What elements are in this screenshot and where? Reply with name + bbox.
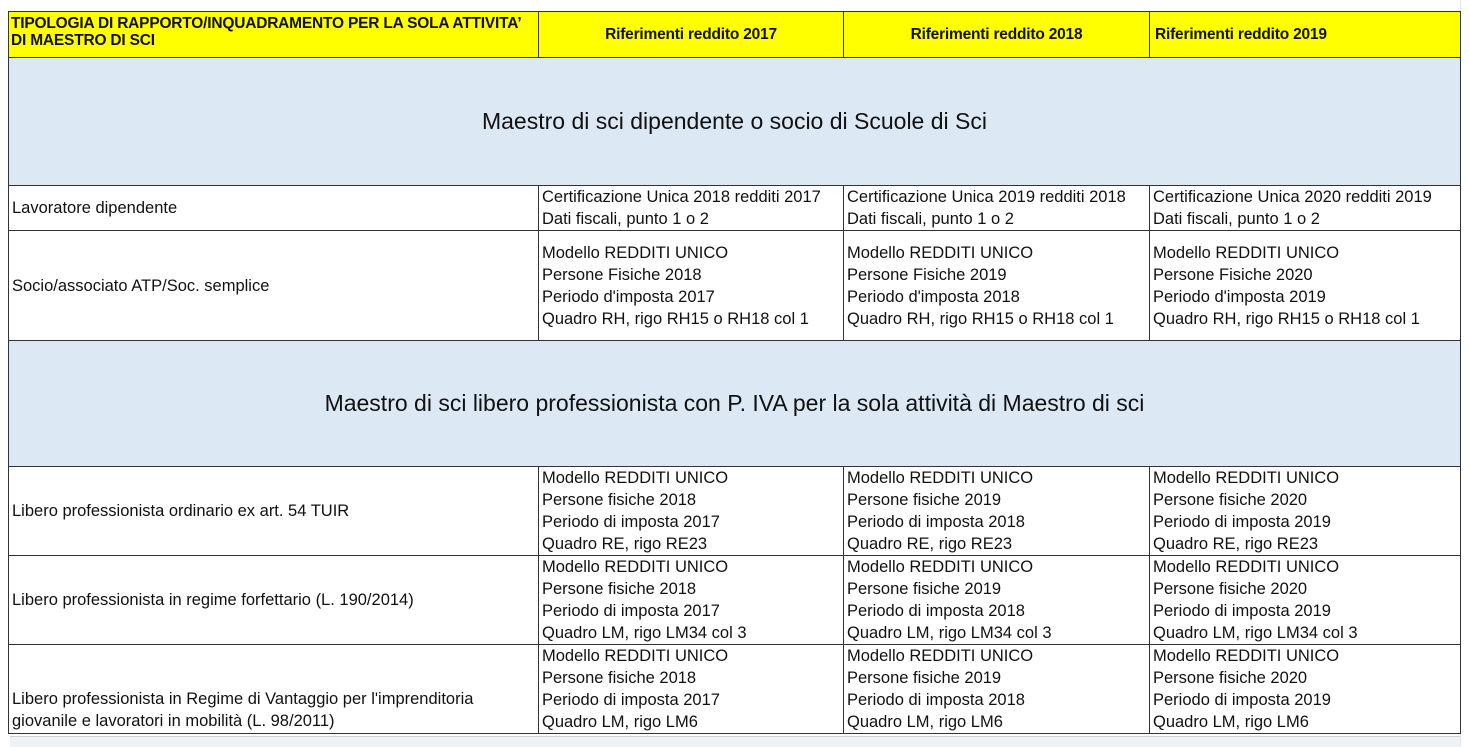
cell-2019[interactable]: Certificazione Unica 2020 redditi 2019 Dati fiscali, punto 1 o 2 bbox=[1150, 186, 1461, 231]
header-2017-column[interactable]: Riferimenti reddito 2017 bbox=[539, 12, 844, 58]
cell-2017[interactable]: Modello REDDITI UNICO Persone fisiche 2018 Periodo di imposta 2017 Quadro RE, rigo RE23 bbox=[539, 467, 844, 556]
cell-2017[interactable]: Certificazione Unica 2018 redditi 2017 Dati fiscali, punto 1 o 2 bbox=[539, 186, 844, 231]
table-row bbox=[9, 645, 1461, 734]
row-label[interactable]: Libero professionista ordinario ex art. 54 TUIR bbox=[9, 467, 539, 556]
section-row-employee bbox=[9, 58, 1461, 186]
cell-2017[interactable]: Modello REDDITI UNICO Persone fisiche 2018 Periodo di imposta 2017 Quadro LM, rigo LM34 col 3 bbox=[539, 556, 844, 645]
table-row bbox=[9, 231, 1461, 341]
section-row-freelance bbox=[9, 341, 1461, 467]
cell-2018[interactable]: Modello REDDITI UNICO Persone fisiche 2019 Periodo di imposta 2018 Quadro LM, rigo LM6 bbox=[844, 645, 1150, 734]
header-row bbox=[9, 12, 1461, 58]
header-type-column[interactable]: TIPOLOGIA DI RAPPORTO/INQUADRAMENTO PER LA SOLA ATTIVITA’ DI MAESTRO DI SCI bbox=[9, 12, 539, 58]
table-row bbox=[9, 556, 1461, 645]
table-row bbox=[9, 467, 1461, 556]
gridline-bottom bbox=[10, 736, 1460, 747]
cell-2017[interactable]: Modello REDDITI UNICO Persone fisiche 2018 Periodo di imposta 2017 Quadro LM, rigo LM6 bbox=[539, 645, 844, 734]
cell-2018[interactable]: Modello REDDITI UNICO Persone fisiche 2019 Periodo di imposta 2018 Quadro LM, rigo LM34 col 3 bbox=[844, 556, 1150, 645]
row-label[interactable]: Libero professionista in regime forfettario (L. 190/2014) bbox=[9, 556, 539, 645]
income-reference-table bbox=[8, 11, 1461, 734]
cell-2019[interactable]: Modello REDDITI UNICO Persone Fisiche 2020 Periodo d'imposta 2019 Quadro RH, rigo RH15 o RH18 col 1 bbox=[1150, 231, 1461, 341]
gridline-right bbox=[1460, 0, 1470, 746]
cell-2019[interactable]: Modello REDDITI UNICO Persone fisiche 2020 Periodo di imposta 2019 Quadro LM, rigo LM34 col 3 bbox=[1150, 556, 1461, 645]
row-label[interactable]: Socio/associato ATP/Soc. semplice bbox=[9, 231, 539, 341]
cell-2019[interactable]: Modello REDDITI UNICO Persone fisiche 2020 Periodo di imposta 2019 Quadro LM, rigo LM6 bbox=[1150, 645, 1461, 734]
cell-2018[interactable]: Modello REDDITI UNICO Persone Fisiche 2019 Periodo d'imposta 2018 Quadro RH, rigo RH15 o RH18 col 1 bbox=[844, 231, 1150, 341]
header-2018-column[interactable]: Riferimenti reddito 2018 bbox=[844, 12, 1150, 58]
cell-2018[interactable]: Certificazione Unica 2019 redditi 2018 Dati fiscali, punto 1 o 2 bbox=[844, 186, 1150, 231]
section-title-freelance[interactable]: Maestro di sci libero professionista con P. IVA per la sola attività di Maestro di sci bbox=[9, 341, 1461, 467]
cell-2018[interactable]: Modello REDDITI UNICO Persone fisiche 2019 Periodo di imposta 2018 Quadro RE, rigo RE23 bbox=[844, 467, 1150, 556]
row-label[interactable]: Lavoratore dipendente bbox=[9, 186, 539, 231]
header-2019-column[interactable]: Riferimenti reddito 2019 bbox=[1150, 12, 1461, 58]
row-label[interactable]: Libero professionista in Regime di Vantaggio per l'imprenditoria giovanile e lavoratori in mobilità (L. 98/2011) bbox=[9, 645, 539, 734]
cell-2019[interactable]: Modello REDDITI UNICO Persone fisiche 2020 Periodo di imposta 2019 Quadro RE, rigo RE23 bbox=[1150, 467, 1461, 556]
cell-2017[interactable]: Modello REDDITI UNICO Persone Fisiche 2018 Periodo d'imposta 2017 Quadro RH, rigo RH15 o RH18 col 1 bbox=[539, 231, 844, 341]
section-title-employee[interactable]: Maestro di sci dipendente o socio di Scuole di Sci bbox=[9, 58, 1461, 186]
table-row bbox=[9, 186, 1461, 231]
